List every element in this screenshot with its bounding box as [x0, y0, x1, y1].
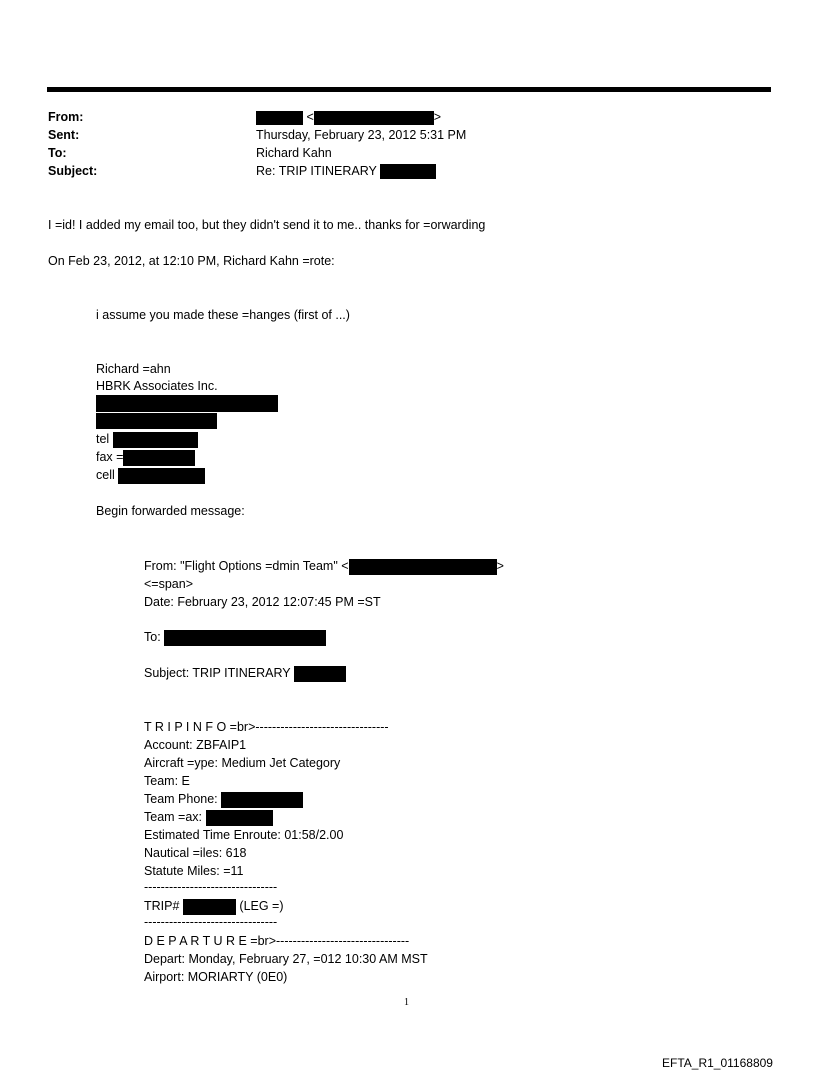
trip-team: Team: E	[144, 774, 190, 788]
departure-header: D E P A R T U R E =br>--------------------------------	[144, 934, 410, 948]
document-id: EFTA_R1_01168809	[662, 1056, 773, 1070]
trip-number	[144, 898, 284, 915]
signature-tel	[96, 431, 198, 448]
forwarded-span: <=span>	[144, 577, 194, 591]
redaction-block	[221, 792, 303, 808]
trip-ete: Estimated Time Enroute: 01:58/2.00	[144, 828, 344, 842]
quote-intro: On Feb 23, 2012, at 12:10 PM, Richard Kahn =rote:	[48, 254, 335, 268]
signature-cell	[96, 467, 205, 484]
begin-forwarded: Begin forwarded message:	[96, 504, 245, 518]
assume-line: i assume you made these =hanges (first of ...)	[96, 308, 350, 322]
forwarded-subject	[144, 665, 346, 682]
sent-label: Sent:	[48, 128, 80, 142]
sent-value: Thursday, February 23, 2012 5:31 PM	[256, 128, 467, 142]
redaction-block	[314, 111, 434, 125]
subject-text: Re: TRIP ITINERARY	[256, 164, 377, 178]
trip-statute-miles: Statute Miles: =11	[144, 864, 244, 878]
forwarded-from-text: From: "Flight Options =dmin Team" <	[144, 559, 349, 573]
forwarded-subject-text: Subject: TRIP ITINERARY	[144, 666, 291, 680]
to-label: To:	[48, 146, 67, 160]
trip-number-label: TRIP#	[144, 899, 180, 913]
trip-leg-label: (LEG =)	[239, 899, 284, 913]
team-fax-label: Team =ax:	[144, 810, 203, 824]
redaction-block	[123, 450, 195, 466]
signature-fax	[96, 449, 195, 466]
trip-depart: Depart: Monday, February 27, =012 10:30 AM MST	[144, 952, 428, 966]
subject-value	[256, 163, 436, 179]
forwarded-date: Date: February 23, 2012 12:07:45 PM =ST	[144, 595, 381, 609]
header-rule	[47, 87, 771, 92]
trip-info-header: T R I P I N F O =br>--------------------------------	[144, 720, 389, 734]
trip-nautical-miles: Nautical =iles: 618	[144, 846, 247, 860]
redaction-block	[380, 164, 436, 179]
redaction-block	[256, 111, 303, 125]
redaction-block	[113, 432, 198, 448]
team-phone-label: Team Phone:	[144, 792, 218, 806]
redaction-block	[164, 630, 326, 646]
trip-account: Account: ZBFAIP1	[144, 738, 247, 752]
redaction-block	[96, 413, 217, 429]
tel-label: tel	[96, 432, 110, 446]
trip-dashes-1: --------------------------------	[144, 880, 278, 894]
trip-airport: Airport: MORIARTY (0E0)	[144, 970, 288, 984]
redaction-block	[206, 810, 273, 826]
redaction-block	[118, 468, 205, 484]
cell-label: cell	[96, 468, 115, 482]
trip-aircraft-type: Aircraft =ype: Medium Jet Category	[144, 756, 341, 770]
page-number: 1	[404, 997, 409, 1008]
from-bracket-open: <	[306, 110, 314, 124]
signature-name: Richard =ahn	[96, 362, 171, 376]
subject-label: Subject:	[48, 164, 98, 178]
reply-line: I =id! I added my email too, but they didn't send it to me.. thanks for =orwarding	[48, 218, 486, 232]
from-label: From:	[48, 110, 84, 124]
forwarded-to-label: To:	[144, 630, 161, 644]
redaction-block	[349, 559, 497, 575]
trip-dashes-2: --------------------------------	[144, 915, 278, 929]
to-value: Richard Kahn	[256, 146, 332, 160]
forwarded-from-close: >	[496, 559, 504, 573]
redaction-block	[294, 666, 346, 682]
forwarded-to	[144, 629, 326, 646]
from-bracket-close: >	[433, 110, 442, 124]
signature-company: HBRK Associates Inc.	[96, 379, 218, 393]
redaction-block	[96, 395, 278, 412]
trip-team-fax	[144, 809, 273, 826]
redaction-block	[183, 899, 236, 915]
forwarded-from	[144, 558, 504, 575]
trip-team-phone	[144, 791, 303, 808]
from-value	[256, 109, 441, 125]
fax-label: fax =	[96, 450, 124, 464]
